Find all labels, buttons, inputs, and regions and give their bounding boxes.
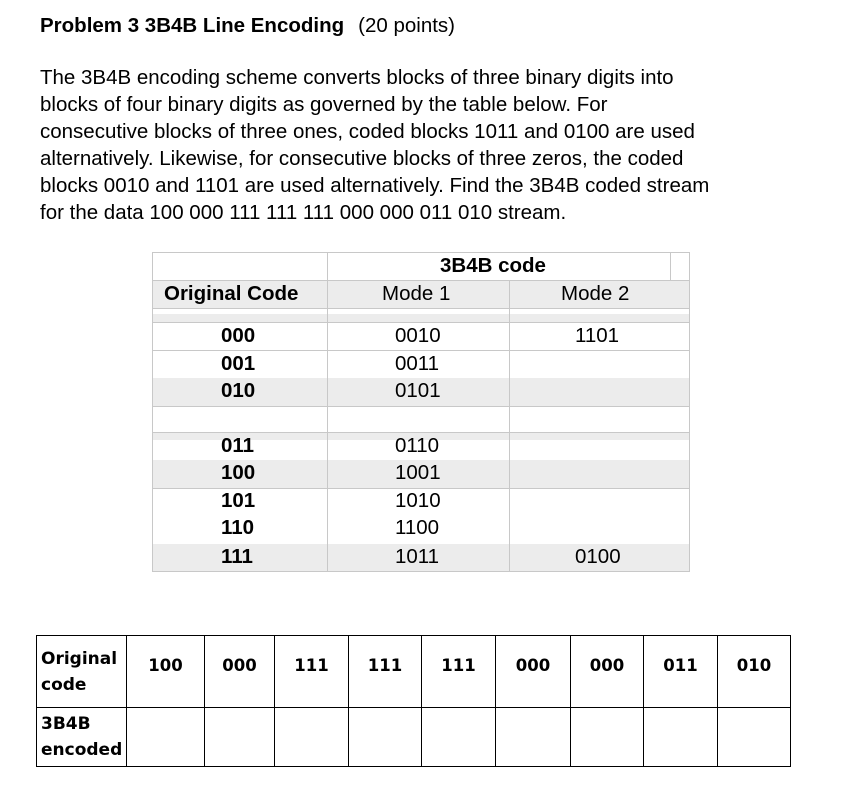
- original-code-cell: 011: [221, 434, 255, 457]
- grid-line: [509, 280, 510, 572]
- label-line: Original: [41, 648, 118, 669]
- encoded-block-cell[interactable]: [127, 708, 205, 767]
- grid-line: [689, 252, 690, 572]
- paragraph-line: The 3B4B encoding scheme converts blocks of three binary digits into: [40, 66, 674, 89]
- grid-line: [152, 280, 690, 281]
- mode1-cell: 0010: [395, 324, 441, 347]
- encoded-row: [37, 708, 791, 767]
- original-code-cell: 110: [221, 516, 255, 539]
- encoded-label: [37, 708, 127, 767]
- grid-line: [152, 406, 690, 407]
- paragraph-line: blocks 0010 and 1101 are used alternatively. Find the 3B4B coded stream: [40, 174, 710, 197]
- mode1-cell: 1010: [395, 489, 441, 512]
- col-mode2-header: Mode 2: [561, 282, 630, 305]
- grid-line: [670, 252, 671, 280]
- grid-line: [152, 432, 690, 433]
- grid-line: [152, 252, 690, 253]
- encoded-block-cell[interactable]: [349, 708, 422, 767]
- problem-description: [40, 64, 830, 226]
- mode2-cell: 1101: [575, 324, 620, 347]
- label-line: encoded: [41, 740, 123, 760]
- paragraph-line: alternatively. Likewise, for consecutive blocks of three zeros, the coded: [40, 147, 684, 170]
- original-block-cell: 000: [571, 636, 644, 708]
- original-block-cell: 011: [644, 636, 718, 708]
- problem-title: [40, 14, 455, 38]
- answer-table: [36, 635, 791, 767]
- original-code-cell: 001: [221, 352, 256, 375]
- mode2-cell: 0100: [575, 545, 621, 568]
- encoded-block-cell[interactable]: [275, 708, 349, 767]
- problem-heading: Problem 3 3B4B Line Encoding: [40, 14, 345, 37]
- original-code-label: [37, 636, 127, 708]
- original-code-cell: 100: [221, 461, 256, 484]
- original-block-cell: 111: [349, 636, 422, 708]
- encoded-block-cell[interactable]: [422, 708, 496, 767]
- original-code-cell: 101: [221, 489, 256, 512]
- original-block-cell: 010: [718, 636, 791, 708]
- col-mode1-header: Mode 1: [382, 282, 451, 305]
- original-block-cell: 000: [205, 636, 275, 708]
- mode1-cell: 0110: [395, 434, 440, 457]
- label-line: 3B4B: [41, 714, 91, 734]
- original-code-cell: 000: [221, 324, 256, 347]
- original-code-row: [37, 636, 791, 708]
- encoded-block-cell[interactable]: [571, 708, 644, 767]
- col-original-header: Original Code: [164, 282, 299, 305]
- paragraph-line: blocks of four binary digits as governed by the table below. For: [40, 93, 608, 116]
- original-code-cell: 010: [221, 379, 256, 402]
- grid-line: [327, 252, 328, 572]
- mode1-cell: 1011: [395, 545, 440, 568]
- problem-points: (20 points): [358, 14, 455, 37]
- grid-line: [152, 350, 690, 351]
- encoded-block-cell[interactable]: [496, 708, 571, 767]
- encoded-block-cell[interactable]: [718, 708, 791, 767]
- mode1-cell: 0101: [395, 379, 441, 402]
- grid-line: [152, 322, 690, 323]
- label-line: code: [41, 674, 87, 695]
- group-header: 3B4B code: [440, 254, 546, 277]
- original-block-cell: 111: [422, 636, 496, 708]
- mode1-cell: 1100: [395, 516, 440, 539]
- paragraph-line: consecutive blocks of three ones, coded blocks 1011 and 0100 are used: [40, 120, 695, 143]
- mode1-cell: 0011: [395, 352, 440, 375]
- original-block-cell: 111: [275, 636, 349, 708]
- original-block-cell: 100: [127, 636, 205, 708]
- grid-line: [152, 571, 690, 572]
- code-table: [152, 252, 690, 572]
- original-block-cell: 000: [496, 636, 571, 708]
- spacer-band: [152, 314, 690, 322]
- grid-line: [152, 252, 153, 572]
- grid-line: [152, 308, 690, 309]
- encoded-block-cell[interactable]: [644, 708, 718, 767]
- paragraph-line: for the data 100 000 111 111 111 000 000 011 010 stream.: [40, 201, 567, 224]
- original-code-cell: 111: [221, 545, 253, 568]
- encoded-block-cell[interactable]: [205, 708, 275, 767]
- mode1-cell: 1001: [395, 461, 441, 484]
